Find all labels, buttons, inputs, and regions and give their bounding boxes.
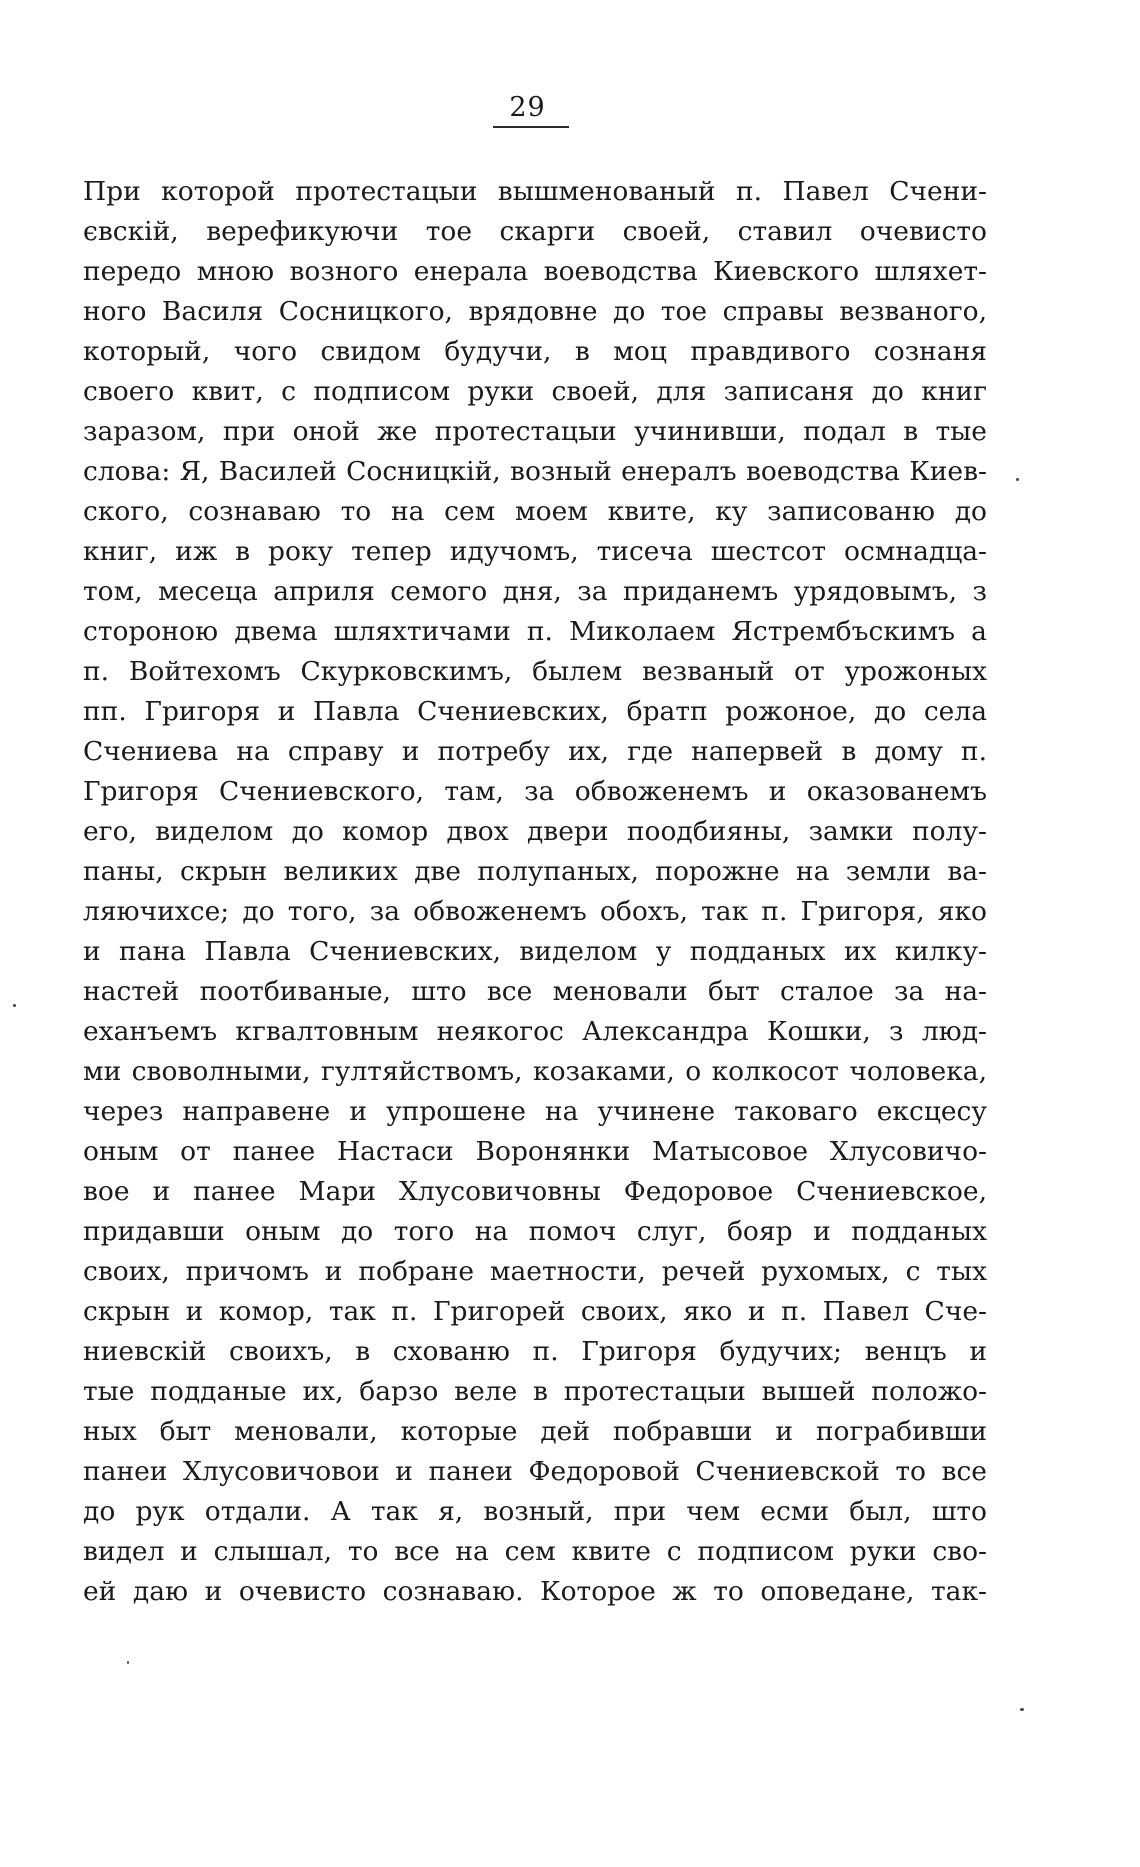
text-line: видел и слышал, то все на сем квите с подписом руки сво- bbox=[83, 1536, 987, 1567]
text-line: паны, скрын великих две полупаных, порожне на земли ва- bbox=[83, 856, 987, 887]
text-line: ниевскій своихъ, в схованю п. Григоря будучих; венцъ и bbox=[83, 1336, 987, 1367]
scan-speck bbox=[1016, 478, 1019, 481]
text-line: еханъемъ кгвалтовным неякогос Александра Кошки, з люд- bbox=[83, 1016, 987, 1047]
text-line: ми своволными, гултяйствомъ, козаками, о колкосот чоловека, bbox=[83, 1056, 987, 1087]
text-line: ных быт меновали, которые дей побравши и пограбивши bbox=[83, 1416, 987, 1447]
text-line: до рук отдали. А так я, возный, при чем есми был, што bbox=[83, 1496, 987, 1527]
text-line: ского, сознаваю то на сем моем квите, ку записованю до bbox=[83, 496, 987, 527]
text-line: скрын и комор, так п. Григорей своих, яко и п. Павел Сче- bbox=[83, 1296, 987, 1327]
text-line: оным от панее Настаси Воронянки Матысовое Хлусовичо- bbox=[83, 1136, 987, 1167]
text-line: заразом, при оной же протестацыи учинивши, подал в тые bbox=[83, 416, 987, 447]
text-line: вое и панее Мари Хлусовичовны Федоровое Счениевское, bbox=[83, 1176, 987, 1207]
page-number: 29 bbox=[509, 92, 546, 123]
text-line: ного Василя Сосницкого, врядовне до тое справы везваного, bbox=[83, 296, 987, 327]
text-line: который, чого свидом будучи, в моц правдивого сознаня bbox=[83, 336, 987, 367]
body-text bbox=[83, 172, 987, 1612]
text-line: передо мною возного енерала воеводства Киевского шляхет- bbox=[83, 256, 987, 287]
page-number-underline bbox=[493, 126, 569, 128]
text-line: пп. Григоря и Павла Счениевских, братп рожоное, до села bbox=[83, 696, 987, 727]
text-line: своего квит, с подписом руки своей, для записаня до книг bbox=[83, 376, 987, 407]
text-line: п. Войтехомъ Скурковскимъ, былем везваный от урожоных bbox=[83, 656, 987, 687]
text-line: своих, причомъ и побране маетности, речей рухомых, с тых bbox=[83, 1256, 987, 1287]
text-line: тые подданые их, барзо веле в протестацыи вышей положо- bbox=[83, 1376, 987, 1407]
text-line: ляючихсе; до того, за обвоженемъ обохъ, так п. Григоря, яко bbox=[83, 896, 987, 927]
text-line: придавши оным до того на помоч слуг, бояр и подданых bbox=[83, 1216, 987, 1247]
scan-speck bbox=[127, 1661, 129, 1664]
text-line: стороною двема шляхтичами п. Миколаем Ястрембъскимъ а bbox=[83, 616, 987, 647]
text-line: его, виделом до комор двох двери поодбияны, замки полу- bbox=[83, 816, 987, 847]
text-line: настей поотбиваные, што все меновали быт сталое за на- bbox=[83, 976, 987, 1007]
text-line: через направене и упрошене на учинене таковаго ексцесу bbox=[83, 1096, 987, 1127]
text-line: том, месеца априля семого дня, за приданемъ урядовымъ, з bbox=[83, 576, 987, 607]
text-line: Счениева на справу и потребу их, где напервей в дому п. bbox=[83, 736, 987, 767]
text-line: панеи Хлусовичовои и панеи Федоровой Счениевской то все bbox=[83, 1456, 987, 1487]
text-line: ей даю и очевисто сознаваю. Которое ж то оповедане, так- bbox=[83, 1576, 987, 1607]
text-line: Григоря Счениевского, там, за обвоженемъ и оказованемъ bbox=[83, 776, 987, 807]
scan-speck bbox=[1020, 1708, 1024, 1711]
text-line: слова: Я, Василей Сосницкій, возный енералъ воеводства Киев- bbox=[83, 456, 987, 487]
text-line: книг, иж в року тепер идучомъ, тисеча шестсот осмнадца- bbox=[83, 536, 987, 567]
scan-speck bbox=[13, 1004, 16, 1007]
text-line: євскій, верефикуючи тое скарги своей, ставил очевисто bbox=[83, 216, 987, 247]
text-line: и пана Павла Счениевских, виделом у подданых их килку- bbox=[83, 936, 987, 967]
text-line: При которой протестацыи вышменованый п. Павел Счени- bbox=[83, 176, 987, 207]
